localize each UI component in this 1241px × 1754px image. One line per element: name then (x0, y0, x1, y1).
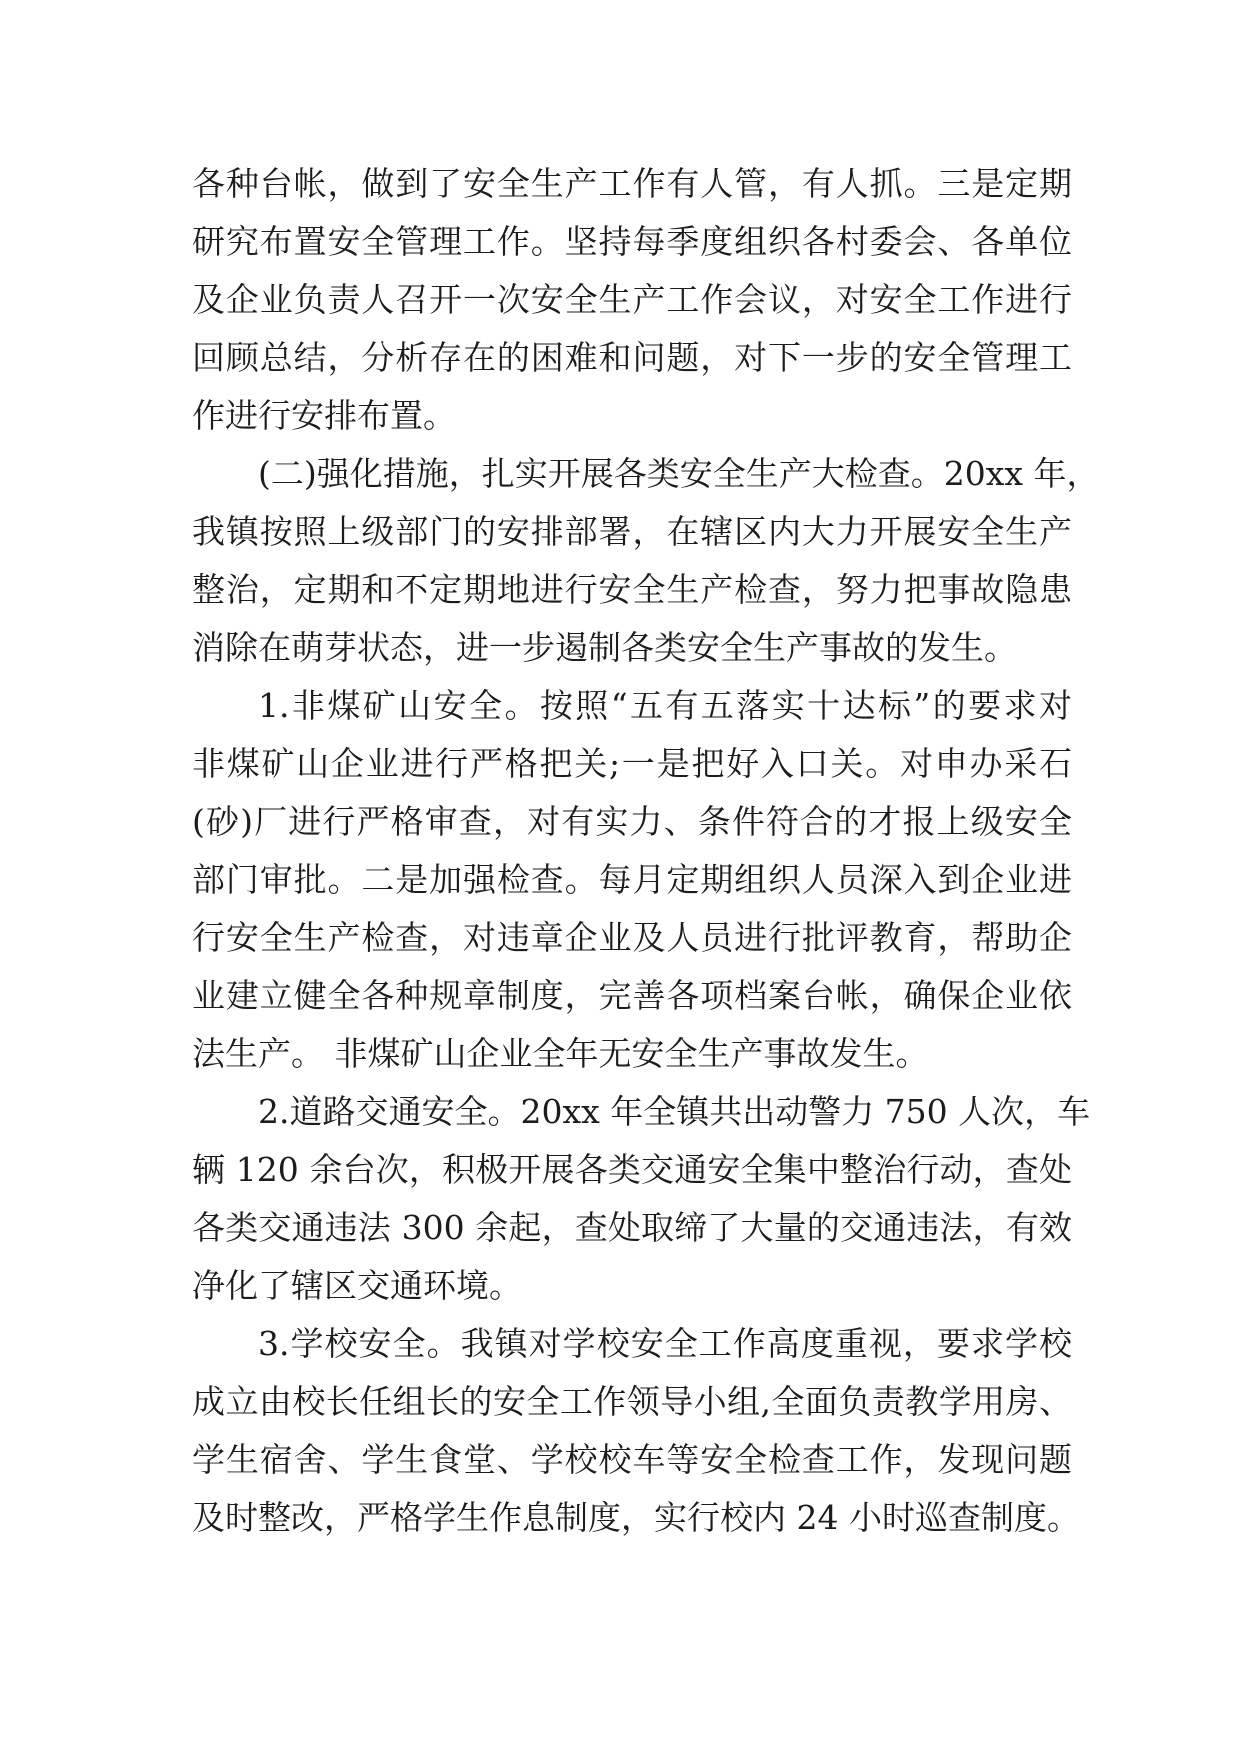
text-line: 学生宿舍、学生食堂、学校校车等安全检查工作，发现问题 (192, 1440, 1072, 1479)
text-line: 各种台帐，做到了安全生产工作有人管，有人抓。三是定期 (192, 164, 1072, 203)
body-text (192, 155, 1100, 1547)
text-line: 消除在萌芽状态，进一步遏制各类安全生产事故的发生。 (192, 628, 1017, 667)
text-line: 各类交通违法 300 余起，查处取缔了大量的交通违法，有效 (192, 1208, 1072, 1247)
text-line: 我镇按照上级部门的安排部署，在辖区内大力开展安全生产 (192, 512, 1072, 551)
text-line: 业建立健全各种规章制度，完善各项档案台帐，确保企业依 (192, 976, 1072, 1015)
text-line: 辆 120 余台次，积极开展各类交通安全集中整治行动，查处 (192, 1150, 1072, 1189)
text-line: 作进行安排布置。 (192, 396, 456, 435)
paragraph-heading-line: (二)强化措施，扎实开展各类安全生产大检查。20xx 年， (258, 454, 1100, 493)
text-line: (砂)厂进行严格审查，对有实力、条件符合的才报上级安全 (192, 802, 1072, 841)
text-line: 法生产。 非煤矿山企业全年无安全生产事故发生。 (192, 1034, 929, 1073)
text-line: 回顾总结，分析存在的困难和问题，对下一步的安全管理工 (192, 338, 1072, 377)
paragraph-heading-line: 3.学校安全。我镇对学校安全工作高度重视，要求学校 (258, 1324, 1072, 1363)
paragraph-heading-line: 2.道路交通安全。20xx 年全镇共出动警力 750 人次，车 (258, 1092, 1091, 1131)
text-line: 及企业负责人召开一次安全生产工作会议，对安全工作进行 (192, 280, 1072, 319)
text-line: 净化了辖区交通环境。 (192, 1266, 522, 1305)
text-line: 及时整改，严格学生作息制度，实行校内 24 小时巡查制度。 (192, 1498, 1080, 1537)
text-line: 整治，定期和不定期地进行安全生产检查，努力把事故隐患 (192, 570, 1072, 609)
text-line: 非煤矿山企业进行严格把关;一是把好入口关。对申办采石 (192, 744, 1072, 783)
paragraph-heading-line: 1.非煤矿山安全。按照“五有五落实十达标”的要求对 (258, 686, 1072, 725)
text-line: 行安全生产检查，对违章企业及人员进行批评教育，帮助企 (192, 918, 1072, 957)
text-line: 研究布置安全管理工作。坚持每季度组织各村委会、各单位 (192, 222, 1072, 261)
text-line: 成立由校长任组长的安全工作领导小组,全面负责教学用房、 (192, 1382, 1072, 1421)
text-line: 部门审批。二是加强检查。每月定期组织人员深入到企业进 (192, 860, 1072, 899)
